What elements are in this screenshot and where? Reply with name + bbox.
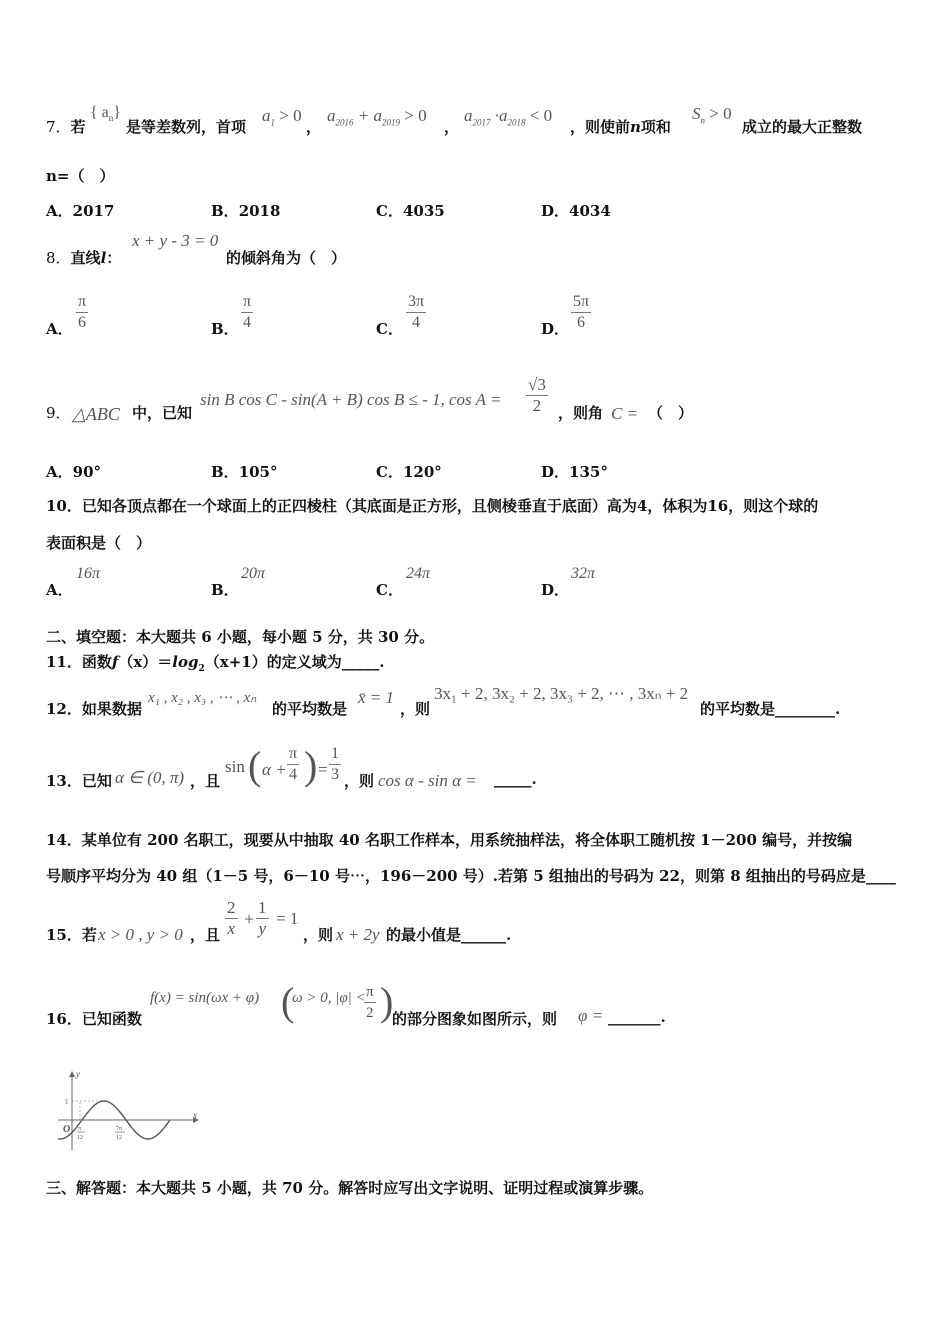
q7-seq: { $a_n$} (90, 104, 121, 124)
q15-text-2: ，且 (190, 926, 221, 944)
q15-expression: x + 2y (336, 925, 380, 944)
q10-option-d-value: 32π (571, 565, 596, 582)
q8-line-l: l (100, 249, 107, 267)
q9-fraction: $\frac{√3}{2}$ (528, 375, 546, 415)
q16-condition-fraction: $\frac{\pi}{2}$ (366, 984, 374, 1021)
q8-option-c-fraction: $\frac{3\pi}{4}$ (408, 293, 425, 331)
question-11: 11．函数$f(x)=\log_2(x+1)$的定义域为_____. (46, 653, 385, 674)
q9-text-2: ，则角 (558, 404, 604, 422)
section-3-heading: 三、解答题：本大题共 5 小题，共 70 分。解答时应写出文字说明、证明过程或演算步骤。 (46, 1179, 654, 1197)
q16-answer-blank: _______ (608, 1008, 661, 1026)
q12-data: x₁ , x₂ , x₃ , ⋯ , xₙ (148, 690, 257, 706)
q7-cond-2: $a_{2016} + a_{2019} > 0$ (327, 106, 427, 128)
q16-left-paren: ( (281, 979, 295, 1024)
q12-expression: 3x₁ + 2, 3x₂ + 2, 3x₃ + 2, ⋯ , 3xₙ + 2 (434, 684, 689, 703)
q7-cond-3: $a_{2017} \cdot a_{2018} < 0$ (464, 106, 553, 128)
graph-tick-2-num: 7π (116, 1126, 123, 1132)
q15-equals: = 1 (276, 909, 299, 928)
q12-text-4: 的平均数是________. (700, 700, 841, 718)
q7-sep-1: ， (306, 118, 322, 136)
q13-inner-fraction: $\frac{\pi}{4}$ (289, 745, 298, 783)
q8-option-a-fraction: $\frac{\pi}{6}$ (78, 293, 87, 331)
q10-option-c[interactable]: C． (376, 581, 403, 599)
q16-function: f(x) = sin(ωx + φ) (150, 990, 260, 1006)
q13-right-paren: ) (304, 743, 318, 788)
q12-mean: x̄ = 1 (358, 688, 395, 707)
q7-option-b[interactable]: B．2018 (211, 202, 281, 220)
q7-cond-1: $a_1 > 0$ (262, 106, 302, 128)
q16-answer: _______. (608, 1008, 666, 1026)
q12-text-2: 的平均数是 (272, 700, 348, 718)
q10-option-d[interactable]: D． (541, 581, 570, 599)
q7-sep-2: ， (444, 118, 460, 136)
graph-origin: O (63, 1124, 71, 1135)
q16-text-1: 16．已知函数 (46, 1010, 142, 1028)
q8-option-b[interactable]: B． (211, 320, 239, 338)
graph-x-label: x (193, 1110, 197, 1120)
graph-one-label: 1 (65, 1098, 69, 1106)
q12-answer-blank: ________ (775, 700, 836, 718)
q13-inner: α + (262, 760, 287, 779)
q9-option-c[interactable]: C．120° (376, 463, 442, 481)
section-2-heading: 二、填空题：本大题共 6 小题，每小题 5 分，共 30 分。 (46, 628, 435, 646)
q7-text-2: 是等差数列，首项 (126, 118, 247, 136)
q8-text-1: 直线 (70, 249, 101, 267)
q15-text-1: 15．若 (46, 926, 97, 944)
q16-right-paren: ) (380, 979, 394, 1024)
q13-text-2: ，且 (190, 772, 221, 790)
q14-line-1: 14．某单位有 200 名职工，现要从中抽取 40 名职工作样本，用系统抽样法，将全体职工随机按 1－200 编号，并按编 (46, 831, 853, 849)
q8-option-c[interactable]: C． (376, 320, 403, 338)
q15-condition: x > 0 , y > 0 (98, 925, 183, 944)
q10-option-c-value: 24π (406, 565, 431, 582)
q10-line-1: 10．已知各顶点都在一个球面上的正四棱柱（其底面是正方形，且侧棱垂直于底面）高为4，体积为16，则这个球的 (46, 497, 819, 515)
q12-text-1: 12．如果数据 (46, 700, 142, 718)
q7-text-1: 若 (70, 118, 86, 136)
q9-c: C = (611, 404, 639, 423)
q16-text-2: 的部分图象如图所示，则 (392, 1010, 558, 1028)
q8-equation: x + y - 3 = 0 (132, 231, 219, 250)
q15-text-4: 的最小值是______. (386, 926, 512, 944)
q16-condition: ω > 0, |φ| < (292, 990, 366, 1006)
q13-sin: sin (225, 757, 245, 776)
graph-y-label: y (76, 1069, 80, 1079)
graph-tick-1-num: π (78, 1126, 82, 1132)
q9-number: 9． (46, 404, 71, 422)
q8-option-b-fraction: $\frac{\pi}{4}$ (243, 293, 252, 331)
q15-text-3: ，则 (303, 926, 334, 944)
q13-rhs-fraction: $\frac{1}{3}$ (331, 745, 339, 783)
q15-plus: + (244, 909, 255, 929)
q7-number: 7． (46, 118, 71, 136)
q9-option-b[interactable]: B．105° (211, 463, 278, 481)
q7-sum: $S_n > 0$ (692, 104, 732, 126)
q8-text-2: 的倾斜角为（ ） (226, 249, 347, 267)
q10-option-b-value: 20π (241, 565, 266, 582)
q12-text-3: ，则 (400, 700, 431, 718)
q7-text-5: 成立的最大正整数 (742, 118, 863, 136)
q15-answer-blank: ______ (461, 926, 507, 944)
q16-sine-graph (52, 1068, 204, 1152)
q13-expression: cos α - sin α = (378, 771, 477, 790)
q7-option-d[interactable]: D．4034 (541, 202, 611, 220)
q8-option-d[interactable]: D． (541, 320, 570, 338)
q7-option-a[interactable]: A．2017 (46, 202, 115, 220)
q15-fraction-2: $\frac{1}{y}$ (258, 898, 267, 938)
q9-triangle: △ABC (72, 404, 120, 424)
q13-text-1: 13．已知 (46, 772, 112, 790)
q8-option-d-fraction: $\frac{5\pi}{6}$ (573, 293, 590, 331)
q10-option-a-value: 16π (76, 565, 101, 582)
q7-option-c[interactable]: C．4035 (376, 202, 445, 220)
graph-tick-1-den: 12 (77, 1135, 83, 1141)
q9-option-a[interactable]: A．90° (46, 463, 102, 481)
q9-option-d[interactable]: D．135° (541, 463, 608, 481)
q13-equals: = (318, 760, 328, 779)
graph-tick-2-den: 12 (116, 1135, 122, 1141)
q10-option-b[interactable]: B． (211, 581, 239, 599)
q7-line-2: n=（ ） (46, 167, 115, 185)
q8-option-a[interactable]: A． (46, 320, 73, 338)
q10-line-2: 表面积是（ ） (46, 534, 152, 552)
q9-text-1: 中，已知 (132, 404, 193, 422)
q16-phi: φ = (578, 1006, 604, 1025)
q9-text-3: （ ） (648, 404, 694, 422)
q10-option-a[interactable]: A． (46, 581, 73, 599)
q14-line-2: 号顺序平均分为 40 组（1－5 号，6－10 号⋯，196－200 号）.若第 5 组抽出的号码为 22，则第 8 组抽出的号码应是____ (46, 867, 896, 885)
q13-left-paren: ( (248, 743, 262, 788)
q7-text-3: ，则使前n项和 (570, 118, 671, 136)
q8-colon: ： (106, 249, 122, 267)
q13-alpha-range: α ∈ (0, π) (115, 768, 185, 787)
q15-fraction-1: $\frac{2}{x}$ (227, 898, 236, 938)
q13-answer: _____. (494, 770, 537, 788)
q11-answer-blank: _____ (341, 653, 380, 671)
q13-text-3: ，则 (344, 772, 375, 790)
q8-number: 8． (46, 249, 71, 267)
q13-answer-blank: _____ (494, 770, 532, 788)
q9-condition: sin B cos C - sin(A + B) cos B ≤ - 1, cos A = (200, 390, 502, 409)
